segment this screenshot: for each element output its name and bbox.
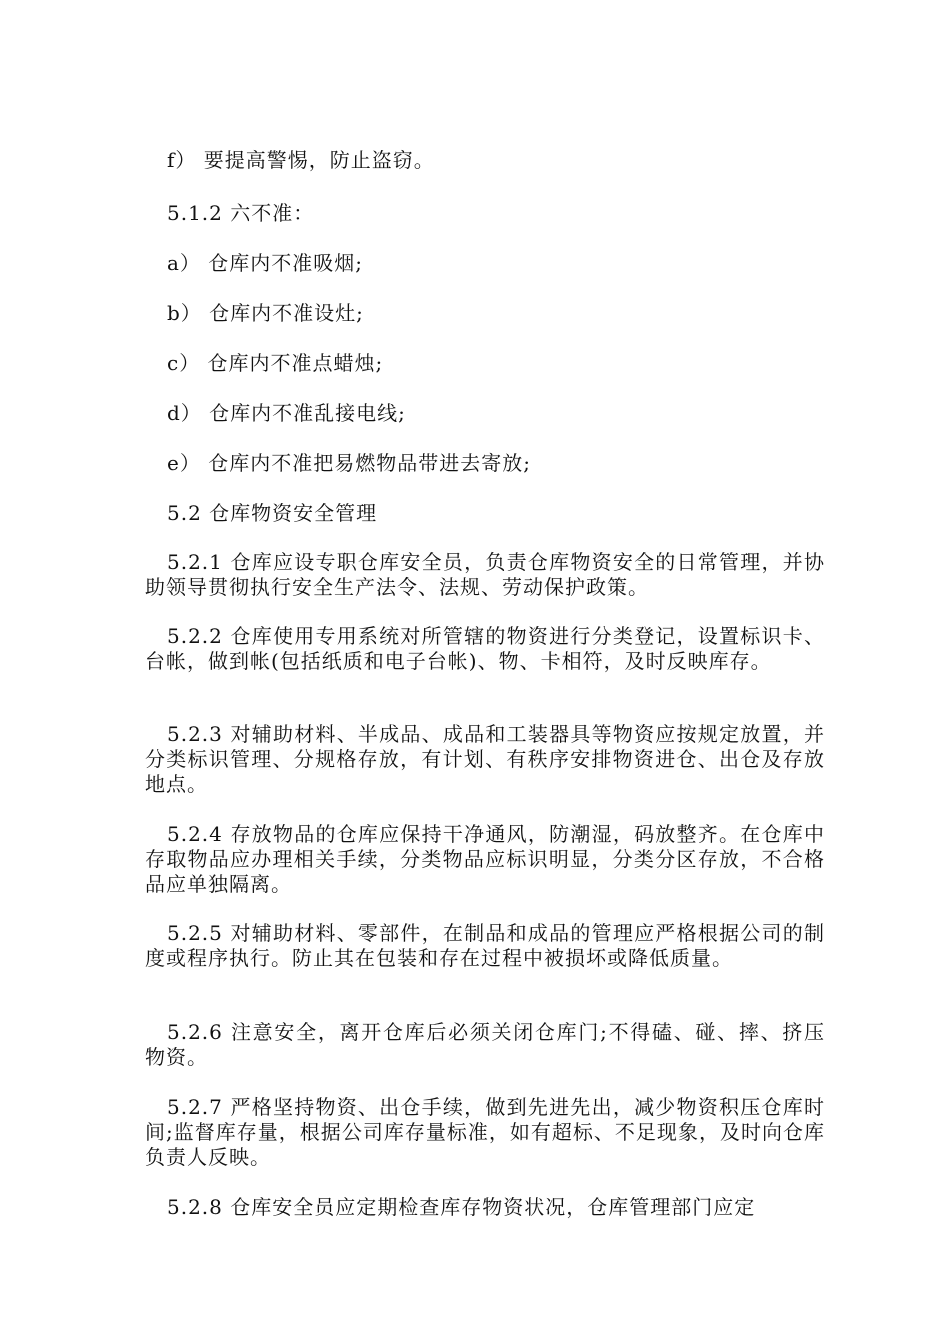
para-5-2-5: 5.2.5 对辅助材料、零部件，在制品和成品的管理应严格根据公司的制度或程序执行。防止其在包装和存在过程中被损坏或降低质量。 xyxy=(145,921,825,970)
para-5-2-1: 5.2.1 仓库应设专职仓库安全员，负责仓库物资安全的日常管理，并协助领导贯彻执行安全生产法令、法规、劳动保护政策。 xyxy=(145,550,825,599)
heading-5-1-2: 5.1.2 六不准： xyxy=(167,201,315,225)
item-c-candle: c） 仓库内不准点蜡烛; xyxy=(167,351,384,375)
heading-5-2: 5.2 仓库物资安全管理 xyxy=(167,501,378,525)
item-e-flammables: e） 仓库内不准把易燃物品带进去寄放; xyxy=(167,451,531,475)
para-5-2-3: 5.2.3 对辅助材料、半成品、成品和工装器具等物资应按规定放置，并分类标识管理、分规格存放，有计划、有秩序安排物资进仓、出仓及存放地点。 xyxy=(145,722,825,796)
para-5-2-4: 5.2.4 存放物品的仓库应保持干净通风，防潮湿，码放整齐。在仓库中存取物品应办理相关手续，分类物品应标识明显，分类分区存放，不合格品应单独隔离。 xyxy=(145,822,825,896)
item-d-wiring: d） 仓库内不准乱接电线; xyxy=(167,401,406,425)
item-a-smoking: a） 仓库内不准吸烟; xyxy=(167,251,364,275)
para-5-2-8: 5.2.8 仓库安全员应定期检查库存物资状况，仓库管理部门应定 xyxy=(167,1195,756,1219)
para-5-2-7: 5.2.7 严格坚持物资、出仓手续，做到先进先出，减少物资积压仓库时间;监督库存量，根据公司库存量标准，如有超标、不足现象，及时向仓库负责人反映。 xyxy=(145,1095,825,1169)
para-5-2-6: 5.2.6 注意安全，离开仓库后必须关闭仓库门;不得磕、碰、摔、挤压物资。 xyxy=(145,1020,825,1069)
item-f-theft: f） 要提高警惕，防止盗窃。 xyxy=(167,148,435,172)
item-b-stove: b） 仓库内不准设灶; xyxy=(167,301,364,325)
para-5-2-2: 5.2.2 仓库使用专用系统对所管辖的物资进行分类登记，设置标识卡、台帐，做到帐(包括纸质和电子台帐)、物、卡相符，及时反映库存。 xyxy=(145,624,825,673)
